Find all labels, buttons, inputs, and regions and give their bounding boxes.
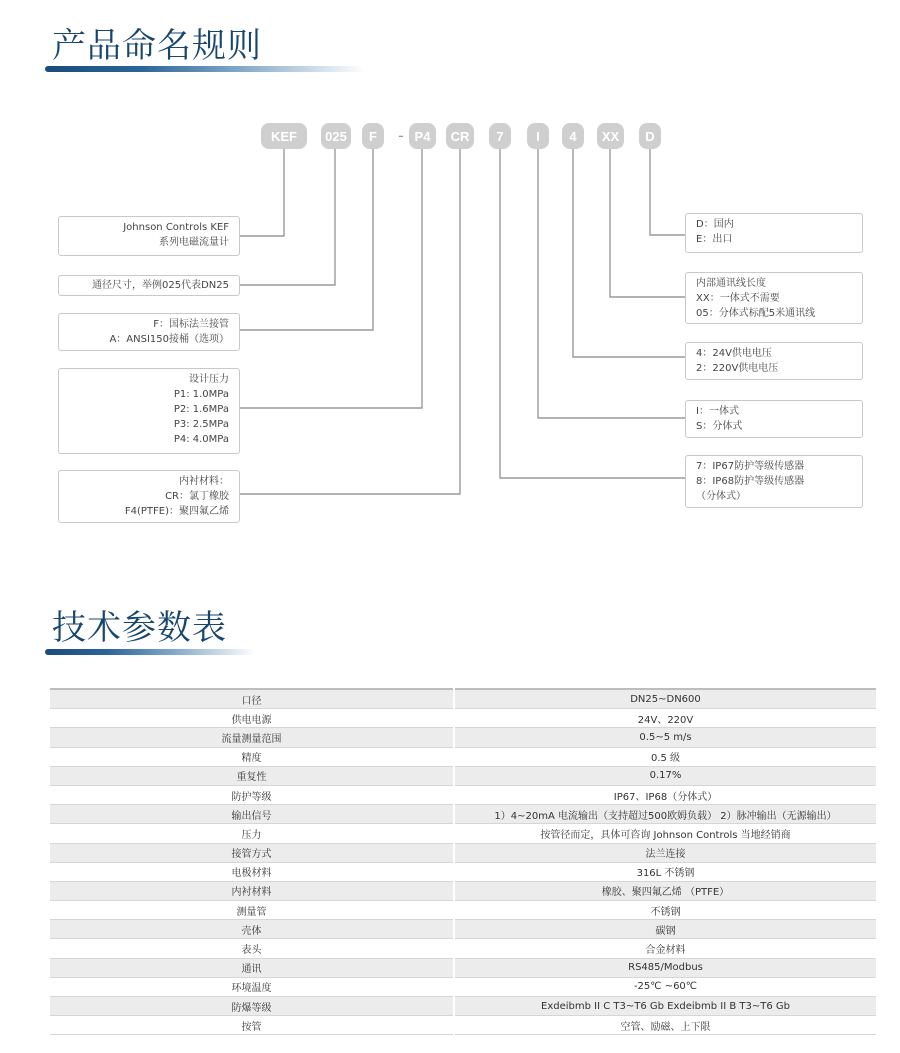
desc-box-model xyxy=(58,216,240,256)
connector-kef xyxy=(240,149,284,236)
table-row xyxy=(50,785,876,804)
param-cell: 口径 xyxy=(50,689,454,709)
value-cell: 不锈钢 xyxy=(454,901,876,920)
param-cell: 压力 xyxy=(50,824,454,843)
code-kef: KEF xyxy=(261,123,307,149)
code-xx: XX xyxy=(597,123,624,149)
code-p4: P4 xyxy=(409,123,436,149)
desc-line: D：国内 xyxy=(696,219,734,230)
desc-line: Johnson Controls KEF xyxy=(123,222,229,233)
table-row xyxy=(50,939,876,958)
table-row xyxy=(50,958,876,977)
value-cell: 合金材料 xyxy=(454,939,876,958)
connector-p4 xyxy=(240,149,422,408)
value-cell: 0.5~5 m/s xyxy=(454,728,876,747)
desc-box-lining xyxy=(58,470,240,523)
desc-line: 2：220V供电电压 xyxy=(696,363,779,374)
value-cell: 0.17% xyxy=(454,766,876,785)
code-dash: - xyxy=(398,126,404,145)
param-cell: 防爆等级 xyxy=(50,997,454,1016)
param-cell: 重复性 xyxy=(50,766,454,785)
desc-line: P4: 4.0MPa xyxy=(173,434,229,445)
desc-line: P3: 2.5MPa xyxy=(173,419,229,430)
table-row xyxy=(50,824,876,843)
value-cell: 按管径而定，具体可咨询 Johnson Controls 当地经销商 xyxy=(454,824,876,843)
desc-line: 4：24V供电电压 xyxy=(696,348,772,359)
code-i: I xyxy=(527,123,549,149)
code-d: D xyxy=(639,123,661,149)
param-cell: 测量管 xyxy=(50,901,454,920)
value-cell: 24V、220V xyxy=(454,709,876,728)
desc-line: 05：分体式标配5米通讯线 xyxy=(696,308,816,319)
param-cell: 精度 xyxy=(50,747,454,766)
desc-line: P1: 1.0MPa xyxy=(173,389,229,400)
param-cell: 接管方式 xyxy=(50,843,454,862)
desc-line: 系列电磁流量计 xyxy=(159,237,229,248)
desc-line: CR：氯丁橡胶 xyxy=(165,491,229,502)
desc-box-cable xyxy=(685,272,863,324)
param-cell: 通讯 xyxy=(50,958,454,977)
code-7: 7 xyxy=(489,123,511,149)
table-row xyxy=(50,689,876,709)
desc-line: 通径尺寸，举例025代表DN25 xyxy=(92,280,229,291)
desc-line: XX：一体式不需要 xyxy=(696,293,780,304)
param-cell: 壳体 xyxy=(50,920,454,939)
code-cr: CR xyxy=(446,123,474,149)
table-row xyxy=(50,766,876,785)
table-row xyxy=(50,728,876,747)
table-row xyxy=(50,843,876,862)
desc-box-market xyxy=(685,213,863,253)
desc-box-type xyxy=(685,400,863,438)
connector-4 xyxy=(573,149,685,357)
desc-line: S：分体式 xyxy=(696,421,743,432)
table-row xyxy=(50,977,876,996)
value-cell: DN25~DN600 xyxy=(454,689,876,709)
table-row xyxy=(50,862,876,881)
param-cell: 输出信号 xyxy=(50,805,454,824)
value-cell: 法兰连接 xyxy=(454,843,876,862)
param-cell: 内衬材料 xyxy=(50,881,454,900)
desc-line: A：ANSI150接桶（选项） xyxy=(109,334,229,345)
param-cell: 表头 xyxy=(50,939,454,958)
spec-title-underline xyxy=(45,649,255,655)
desc-box-protection xyxy=(685,455,863,508)
desc-box-connection xyxy=(58,313,240,351)
table-row xyxy=(50,881,876,900)
table-row xyxy=(50,901,876,920)
desc-line: 内部通讯线长度 xyxy=(696,278,766,289)
value-cell: IP67、IP68（分体式） xyxy=(454,785,876,804)
connector-025 xyxy=(240,149,335,285)
value-cell: 0.5 级 xyxy=(454,747,876,766)
value-cell: 空管、励磁、上下限 xyxy=(454,1016,876,1035)
desc-line: E：出口 xyxy=(696,234,733,245)
param-cell: 防护等级 xyxy=(50,785,454,804)
desc-line: 内衬材料： xyxy=(179,476,229,487)
table-row xyxy=(50,709,876,728)
desc-line: 设计压力 xyxy=(189,374,229,385)
connector-7 xyxy=(500,149,685,478)
table-row xyxy=(50,805,876,824)
value-cell: Exdeibmb II C T3~T6 Gb Exdeibmb II B T3~T6 Gb xyxy=(454,997,876,1016)
table-row xyxy=(50,1016,876,1035)
value-cell: 碳钢 xyxy=(454,920,876,939)
connector-i xyxy=(538,149,685,418)
connector-cr xyxy=(240,149,460,494)
desc-line: F：国标法兰接管 xyxy=(153,319,229,330)
value-cell: RS485/Modbus xyxy=(454,958,876,977)
desc-line: I：一体式 xyxy=(696,406,739,417)
naming-rules-title: 产品命名规则 xyxy=(52,26,262,66)
param-cell: 电极材料 xyxy=(50,862,454,881)
param-cell: 按管 xyxy=(50,1016,454,1035)
connector-f xyxy=(240,149,373,330)
desc-line: 8：IP68防护等级传感器 xyxy=(696,476,805,487)
connector-xx xyxy=(610,149,685,297)
table-row xyxy=(50,920,876,939)
param-cell: 供电电源 xyxy=(50,709,454,728)
desc-line: （分体式） xyxy=(696,491,746,502)
desc-line: F4(PTFE)：聚四氟乙烯 xyxy=(124,506,229,517)
value-cell: 316L 不锈钢 xyxy=(454,862,876,881)
desc-box-pressure xyxy=(58,368,240,454)
desc-line: P2: 1.6MPa xyxy=(173,404,229,415)
table-row xyxy=(50,997,876,1016)
code-025: 025 xyxy=(321,123,351,149)
param-cell: 环境温度 xyxy=(50,977,454,996)
desc-box-voltage xyxy=(685,342,863,380)
value-cell: 1）4~20mA 电流输出（支持超过500欧姆负载） 2）脉冲输出（无源输出） xyxy=(454,805,876,824)
desc-line: 7：IP67防护等级传感器 xyxy=(696,461,805,472)
connector-d xyxy=(650,149,685,235)
code-4: 4 xyxy=(562,123,584,149)
param-cell: 流量测量范围 xyxy=(50,728,454,747)
spec-table-title: 技术参数表 xyxy=(52,608,227,648)
spec-table xyxy=(50,688,876,1035)
code-f: F xyxy=(362,123,384,149)
table-row xyxy=(50,747,876,766)
value-cell: 橡胶、聚四氟乙烯 （PTFE） xyxy=(454,881,876,900)
value-cell: -25℃ ~60℃ xyxy=(454,977,876,996)
desc-box-size xyxy=(58,275,240,296)
